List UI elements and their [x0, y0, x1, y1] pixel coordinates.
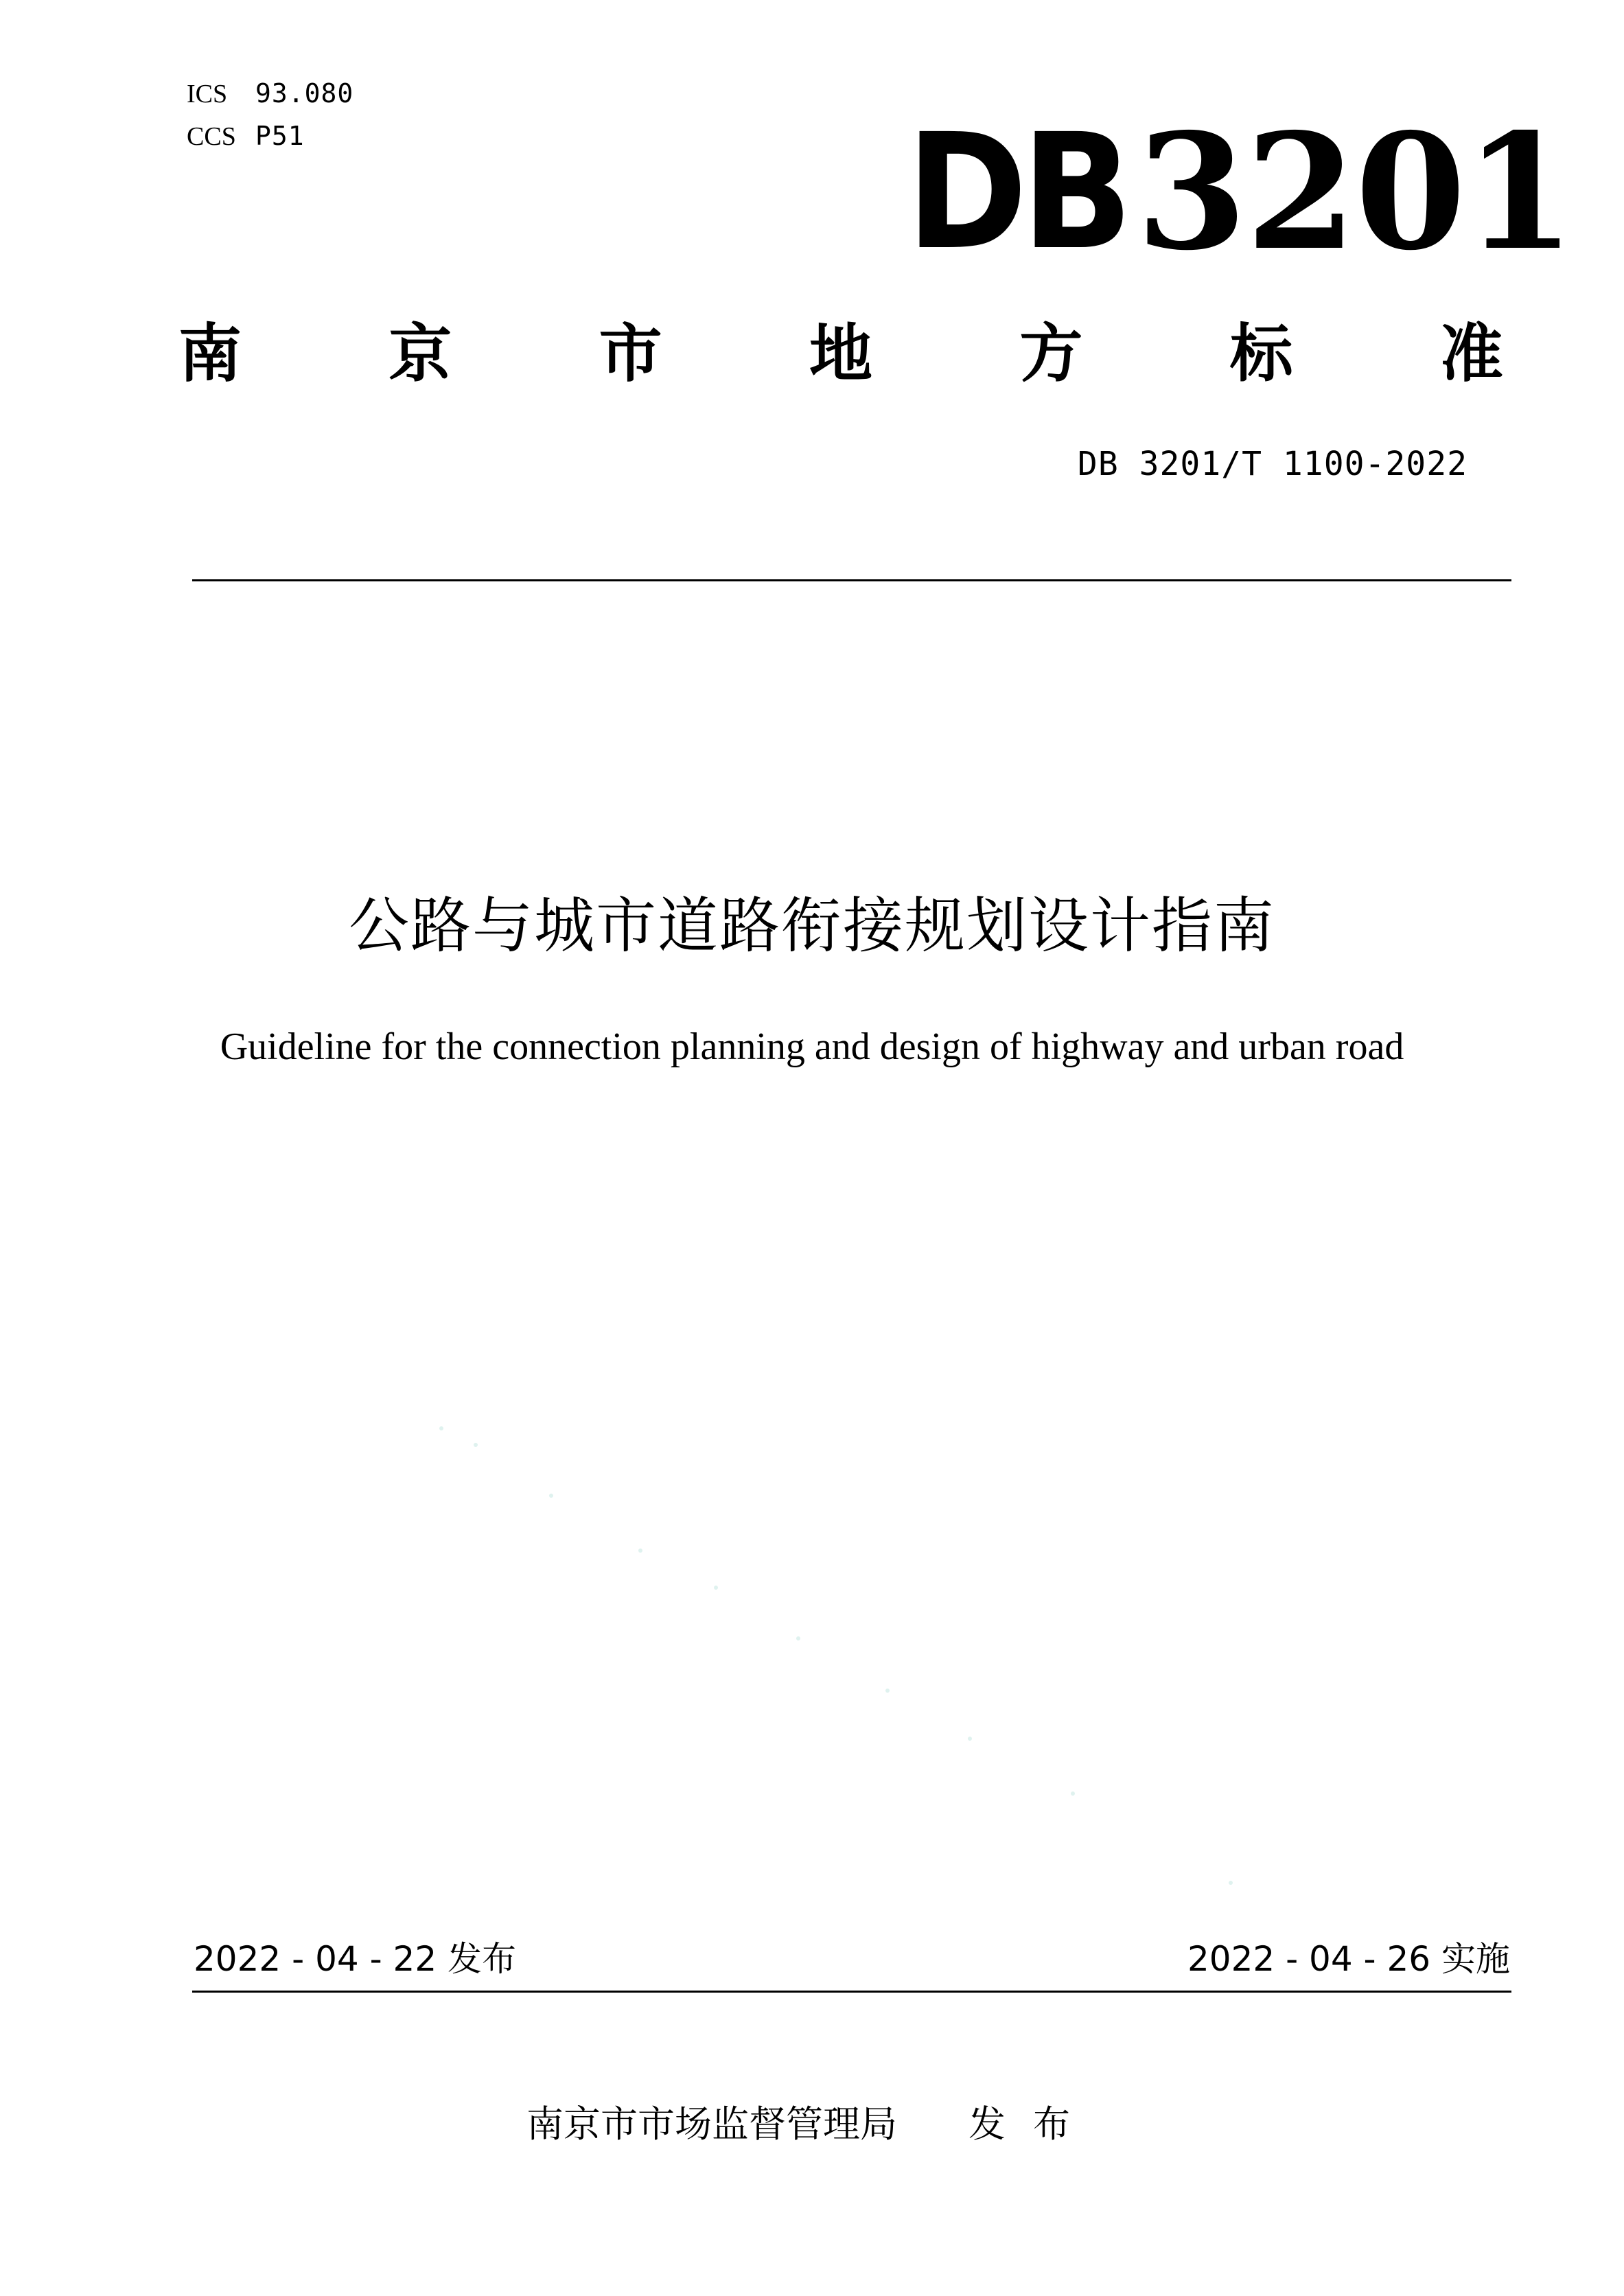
watermark-speck	[439, 1426, 443, 1430]
standard-category-char: 南	[178, 317, 242, 391]
effective-date: 2022 - 04 - 26 实施	[1187, 1939, 1510, 1979]
db-mark	[906, 98, 1575, 286]
ics-value: 93.080	[255, 78, 354, 108]
watermark-speck	[549, 1494, 553, 1498]
watermark-speck	[885, 1689, 890, 1693]
ics-classification	[187, 77, 353, 111]
watermark-speck	[1071, 1791, 1075, 1796]
top-divider	[192, 579, 1511, 581]
bottom-divider	[192, 1991, 1511, 1993]
standard-category	[178, 313, 1503, 395]
standard-category-char: 方	[1019, 317, 1083, 391]
watermark-speck	[638, 1549, 642, 1553]
db-mark-prefix: DB	[906, 100, 1127, 285]
ccs-value: P51	[255, 121, 305, 151]
db-mark-code: 3201	[1136, 98, 1575, 286]
issue-date: 2022 - 04 - 22 发布	[194, 1939, 517, 1979]
standard-category-char: 准	[1439, 317, 1503, 391]
watermark-speck	[1229, 1881, 1233, 1885]
standard-category-char: 京	[388, 317, 452, 391]
issuer-organization: 南京市市场监督管理局	[526, 2102, 897, 2146]
ccs-label: CCS	[187, 122, 236, 151]
standard-category-char: 市	[599, 317, 662, 391]
watermark-speck	[474, 1443, 478, 1447]
ics-label: ICS	[187, 80, 228, 108]
standard-category-char: 标	[1229, 317, 1293, 391]
watermark-speck	[796, 1636, 800, 1640]
watermark-speck	[968, 1737, 972, 1741]
standard-category-char: 地	[809, 317, 872, 391]
standard-number: DB 3201/T 1100-2022	[1077, 445, 1468, 483]
watermark-speck	[714, 1586, 718, 1590]
title-english: Guideline for the connection planning and design of highway and urban road	[220, 1025, 1404, 1068]
title-chinese: 公路与城市道路衔接规划设计指南	[348, 890, 1275, 961]
issuer	[0, 2100, 1624, 2148]
issuer-action: 发布	[968, 2102, 1098, 2146]
ccs-classification	[187, 119, 305, 153]
